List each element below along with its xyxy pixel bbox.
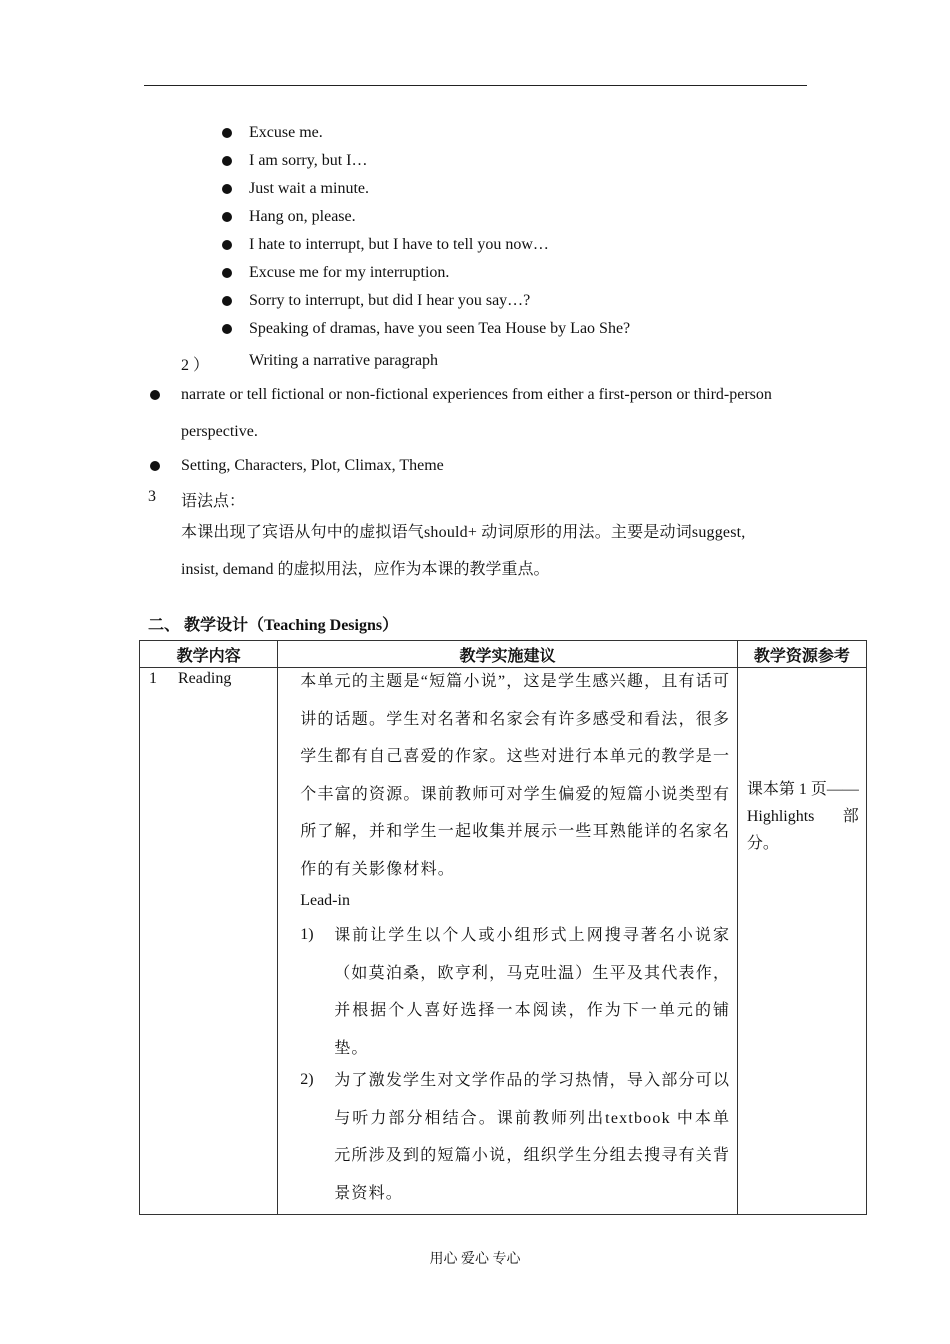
bullet-dot <box>222 184 232 194</box>
bullet-dot <box>222 268 232 278</box>
bullet-dot <box>222 156 232 166</box>
header-rule <box>144 85 807 86</box>
narrative-elements: Setting, Characters, Plot, Climax, Theme <box>181 457 444 474</box>
cell-suggestions <box>278 668 738 1215</box>
section-title: 二、 教学设计（Teaching Designs） <box>148 617 399 634</box>
narrate-text-line2: perspective. <box>181 423 258 440</box>
phrase-item: Excuse me for my interruption. <box>249 264 450 281</box>
bullet-dot <box>222 296 232 306</box>
table-row <box>140 668 867 1215</box>
phrase-item: Just wait a minute. <box>249 180 369 197</box>
cell-resources <box>737 668 866 1215</box>
list-item-text: 课前让学生以个人或小组形式上网搜寻著名小说家（如莫泊桑，欧亨利，马克吐温）生平及其代表作，并根据个人喜好选择一本阅读，作为下一单元的铺垫。 <box>334 927 731 1057</box>
phrase-item: I hate to interrupt, but I have to tell you now… <box>249 236 549 253</box>
bullet-dot <box>222 212 232 222</box>
grammar-text-line1: 本课出现了宾语从句中的虚拟语气should+ 动词原形的用法。主要是动词suggest, <box>181 524 746 541</box>
phrase-item: I am sorry, but I… <box>249 152 368 169</box>
row-topic: Reading <box>178 670 232 687</box>
header-resources: 教学资源参考 <box>737 641 866 668</box>
list-item-number: 2) <box>300 1071 314 1088</box>
resource-text: 课本第 1 页——Highlights 部分。 <box>746 781 859 852</box>
page-footer: 用心 爱心 专心 <box>429 1252 521 1267</box>
item-2-title: Writing a narrative paragraph <box>249 352 439 369</box>
phrase-item: Speaking of dramas, have you seen Tea House by Lao She? <box>249 320 631 337</box>
header-suggestions: 教学实施建议 <box>278 641 738 668</box>
list-item-text: 为了激发学生对文学作品的学习热情，导入部分可以与听力部分相结合。课前教师列出textbook 中本单元所涉及到的短篇小说，组织学生分组去搜寻有关背景资料。 <box>334 1072 731 1202</box>
row-number: 1 <box>149 670 157 687</box>
leadin-label: Lead-in <box>300 892 350 909</box>
grammar-number: 3 <box>148 488 156 505</box>
item-2-number: 2 ） <box>181 357 210 374</box>
cell-content <box>140 668 278 1215</box>
bullet-dot <box>150 461 160 471</box>
bullet-dot <box>222 240 232 250</box>
bullet-dot <box>150 390 160 400</box>
intro-paragraph: 本单元的主题是“短篇小说”，这是学生感兴趣，且有话可讲的话题。学生对名著和名家会有许多感受和看法，很多学生都有自己喜爱的作家。这些对进行本单元的教学是一个丰富的资源。课前教师可对学生偏爱的短篇小说类型有所了解，并和学生一起收集并展示一些耳熟能详的名家名作的有关影像材料。 <box>300 673 731 878</box>
grammar-text-line2: insist, demand 的虚拟用法，应作为本课的教学重点。 <box>181 561 550 578</box>
header-content: 教学内容 <box>140 641 278 668</box>
bullet-dot <box>222 128 232 138</box>
bullet-dot <box>222 324 232 334</box>
phrase-item: Excuse me. <box>249 124 323 141</box>
list-item-number: 1) <box>300 926 314 943</box>
phrase-item: Sorry to interrupt, but did I hear you say…? <box>249 292 531 309</box>
grammar-title: 语法点： <box>181 493 246 510</box>
narrate-text-line1: narrate or tell fictional or non-fictional experiences from either a first-person or third-person <box>181 386 772 403</box>
teaching-design-table <box>139 640 867 1215</box>
phrase-item: Hang on, please. <box>249 208 356 225</box>
